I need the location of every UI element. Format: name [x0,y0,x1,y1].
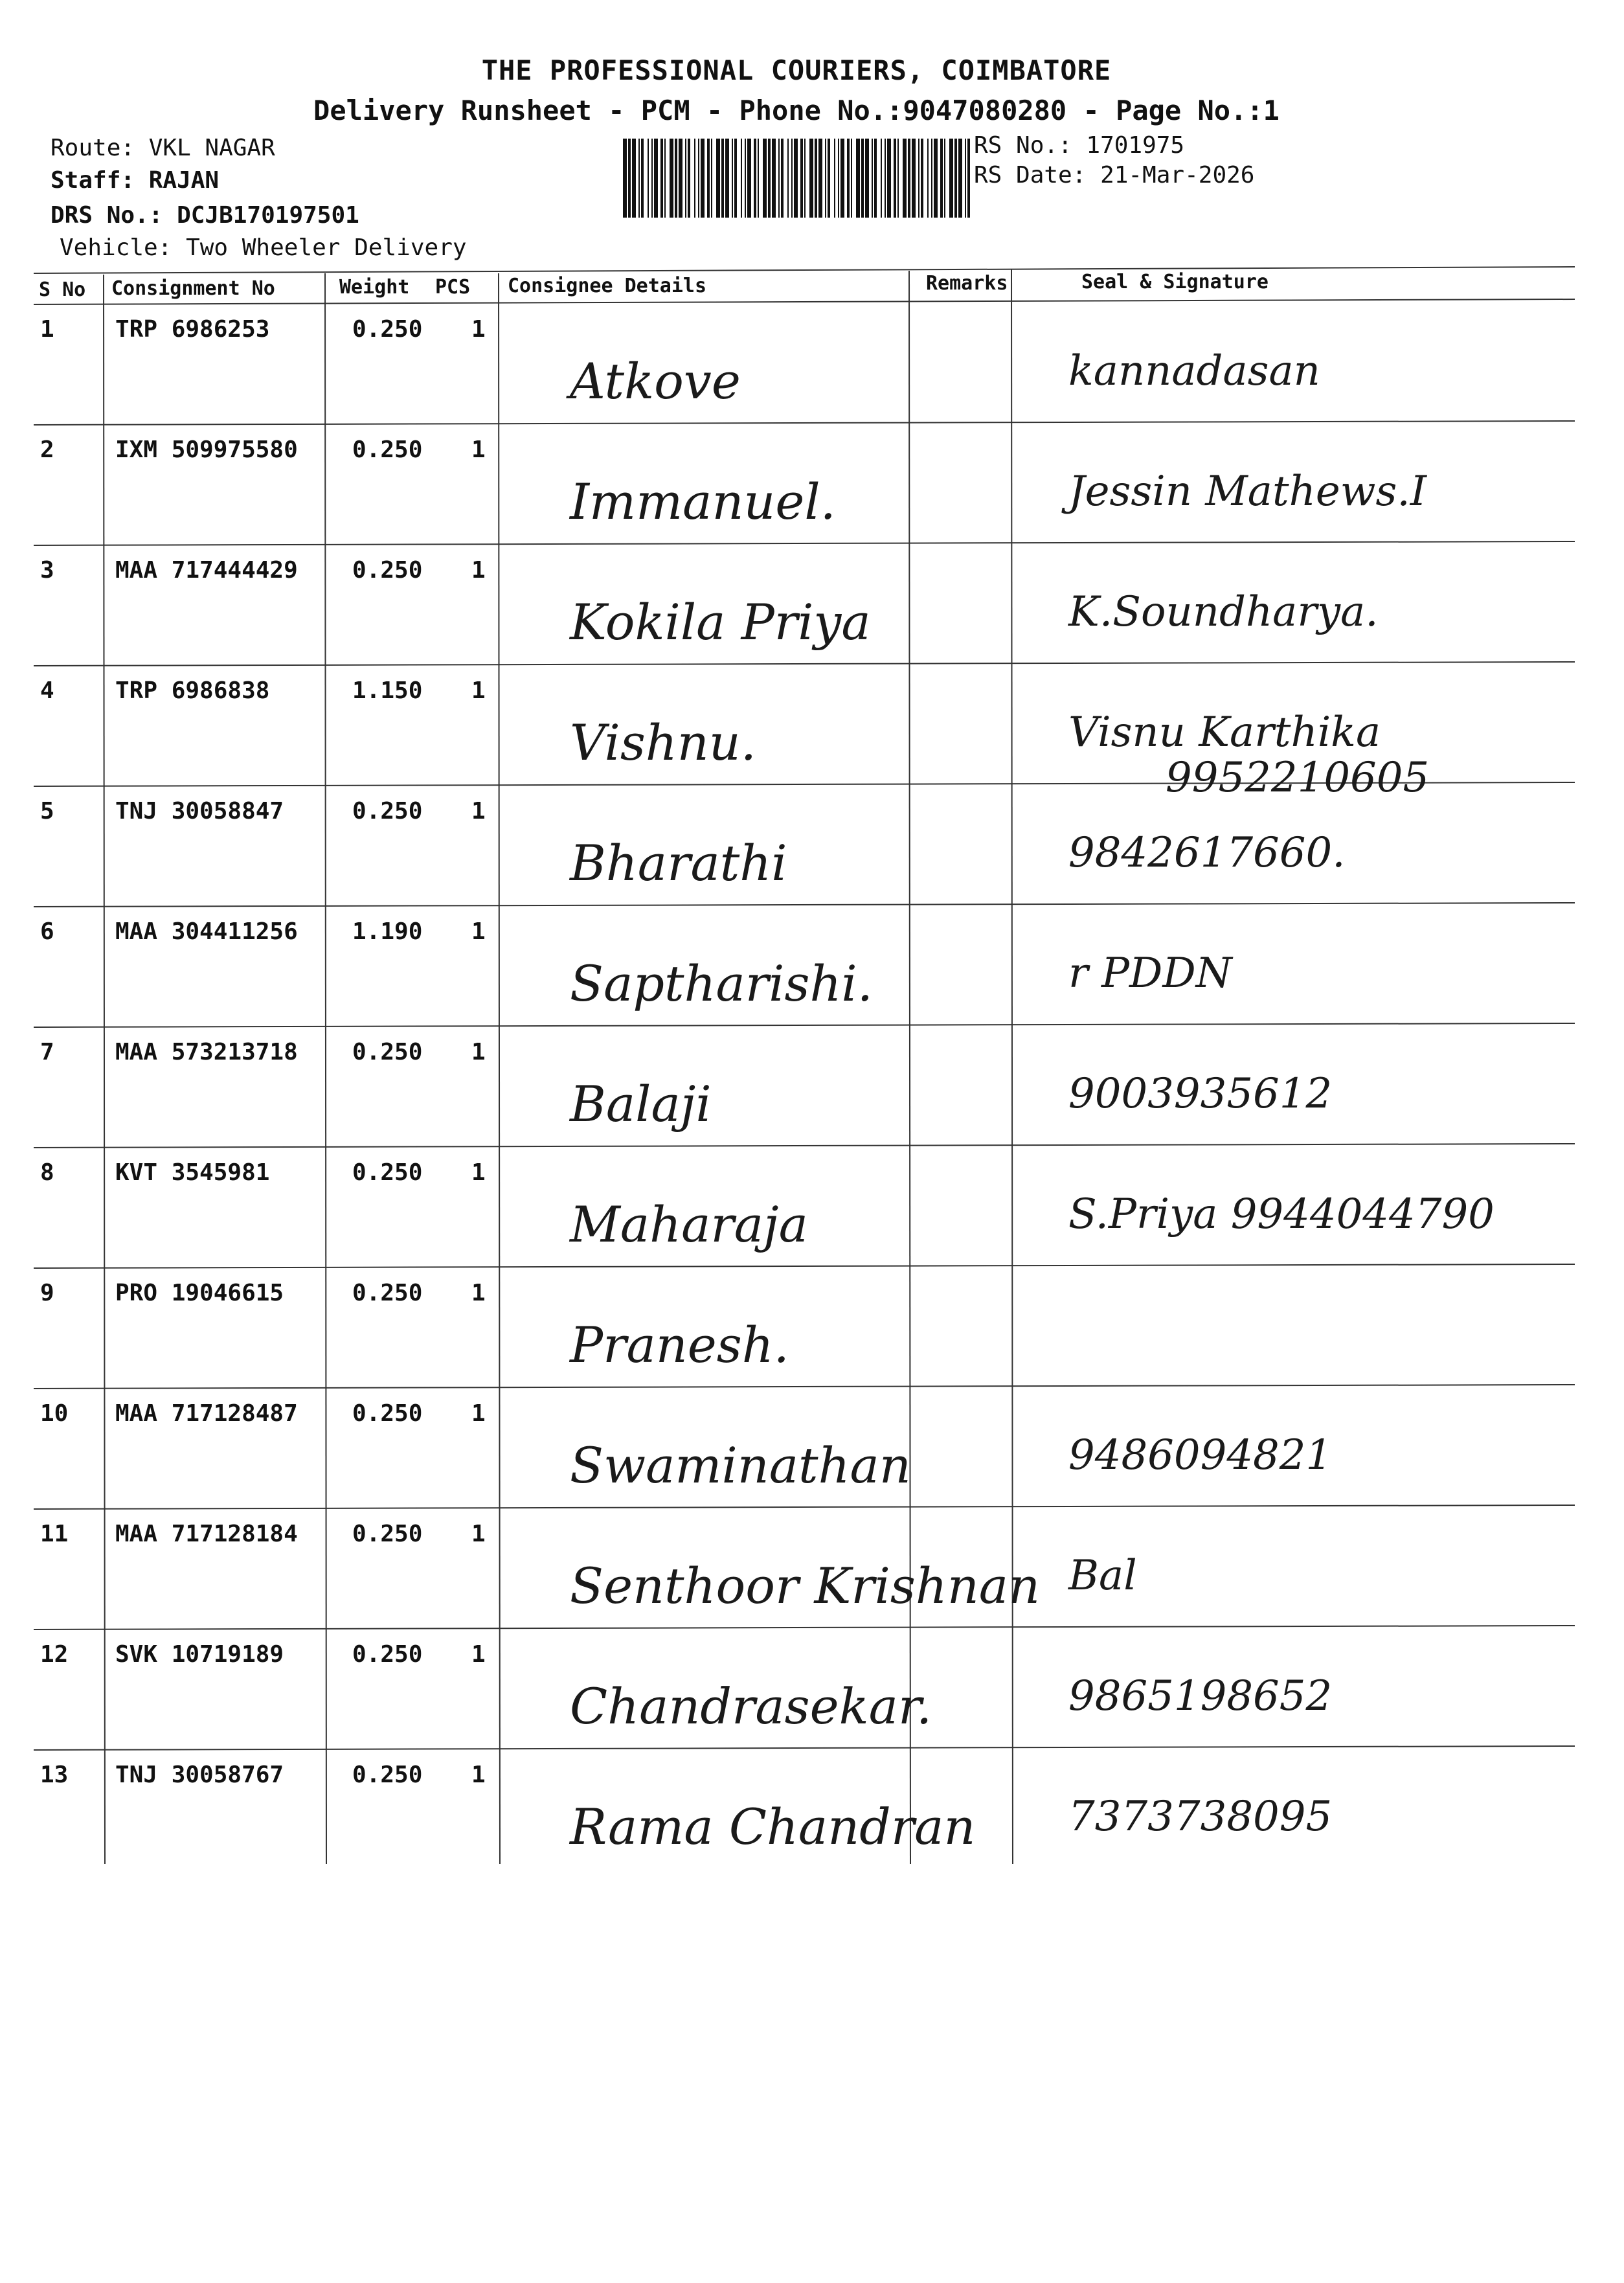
barcode-bar [732,139,733,218]
barcode-bar [887,139,891,218]
consignment-number: KVT 3545981 [115,1159,270,1186]
barcode-bar [787,139,789,218]
seal-signature: 9486094821 [1068,1431,1333,1479]
consignment-number: TNJ 30058847 [115,798,284,824]
barcode-bar [745,139,746,218]
seal-signature: S.Priya 9944044790 [1068,1190,1494,1238]
barcode-bar [768,139,771,218]
barcode-bar [908,139,910,218]
weight-value: 1.190 [352,918,423,945]
rs-date: RS Date: 21-Mar-2026 [974,162,1255,188]
barcode-bar [778,139,780,218]
consignee-handwriting: Pranesh. [570,1316,789,1374]
barcode-bar [861,139,864,218]
consignment-number: TRP 6986838 [115,677,270,704]
barcode-bar [758,139,759,218]
pcs-value: 1 [471,1521,486,1547]
barcode-bar [716,139,720,218]
barcode-bar [815,139,817,218]
consignment-number: PRO 19046615 [115,1280,284,1306]
pcs-value: 1 [471,1762,486,1788]
pcs-value: 1 [471,1159,486,1186]
barcode-bar [918,139,919,218]
barcode-bar [688,139,690,218]
barcode-bar [825,139,826,218]
pcs-value: 1 [471,557,486,584]
pcs-value: 1 [471,1039,486,1065]
seal-signature: 9842617660. [1068,829,1346,877]
barcode-bar [648,139,649,218]
row-sno: 4 [40,677,54,704]
barcode-bar [828,139,830,218]
weight-value: 0.250 [352,316,423,343]
row-sno: 1 [40,316,54,343]
pcs-value: 1 [471,1641,486,1668]
consignment-number: IXM 509975580 [115,437,298,463]
barcode-bar [847,139,850,218]
barcode-bar [856,139,860,218]
barcode-bar [660,139,663,218]
barcode-bar [921,139,923,218]
col-pcs: PCS [435,276,471,299]
barcode-bar [679,139,682,218]
col-seal: Seal & Signature [1081,271,1269,293]
barcode-bar [912,139,916,218]
barcode-bar [838,139,839,218]
weight-value: 0.250 [352,1400,423,1427]
seal-signature: r PDDN [1068,949,1232,997]
seal-signature: K.Soundharya. [1068,588,1379,636]
consignee-handwriting: Chandrasekar. [570,1677,932,1735]
barcode-bar [628,139,631,218]
weight-value: 1.150 [352,677,423,704]
barcode-bar [872,139,873,218]
seal-signature: 9003935612 [1068,1070,1333,1118]
row-sno: 12 [40,1641,69,1668]
consignment-number: TNJ 30058767 [115,1762,284,1788]
pcs-value: 1 [471,1400,486,1427]
barcode-bar [763,139,767,218]
barcode-bar [944,139,945,218]
barcode-bar [885,139,886,218]
consignee-handwriting: Rama Chandran [570,1798,976,1856]
consignee-handwriting: Bharathi [570,834,787,892]
barcode-bar [840,139,844,218]
consignee-handwriting: Immanuel. [570,473,836,530]
barcode-bar [818,139,822,218]
row-sno: 5 [40,798,54,824]
consignment-number: MAA 304411256 [115,918,298,945]
barcode-bar [804,139,806,218]
seal-signature: Visnu Karthika [1068,709,1381,756]
barcode-bar [711,139,712,218]
seal-signature: 9865198652 [1068,1672,1333,1720]
seal-signature: 7373738095 [1068,1793,1333,1841]
barcode-bar [927,139,929,218]
barcode-bar [794,139,798,218]
col-sno: S No [39,278,86,301]
pcs-value: 1 [471,1280,486,1306]
consignee-handwriting: Senthoor Krishnan [570,1557,1041,1615]
barcode-bar [641,139,644,218]
drs-number: DRS No.: DCJB170197501 [51,202,359,229]
barcode-bar [754,139,756,218]
barcode-bar [721,139,724,218]
seal-phone: 9952210605 [1166,754,1430,802]
barcode-bar [931,139,932,218]
col-remarks: Remarks [926,272,1008,295]
barcode-bar [834,139,835,218]
consignee-handwriting: Kokila Priya [570,593,871,651]
barcode-bar [940,139,943,218]
pcs-value: 1 [471,677,486,704]
row-sno: 8 [40,1159,54,1186]
col-consignment: Consignment No [111,277,275,300]
consignment-number: TRP 6986253 [115,316,270,343]
barcode-bar [741,139,742,218]
barcode-bar [698,139,699,218]
seal-signature: kannadasan [1068,347,1320,395]
barcode-bar [881,139,882,218]
barcode [623,139,973,218]
col-weight: Weight [339,276,410,299]
col-consignee: Consignee Details [508,275,707,297]
barcode-bar [632,139,636,218]
weight-value: 0.250 [352,1762,423,1788]
barcode-bar [701,139,705,218]
barcode-bar [638,139,640,218]
weight-value: 0.250 [352,1280,423,1306]
company-title: THE PROFESSIONAL COURIERS, COIMBATORE [481,54,1112,86]
rs-number: RS No.: 1701975 [974,132,1185,159]
barcode-bar [800,139,803,218]
weight-value: 0.250 [352,1641,423,1668]
barcode-bar [654,139,658,218]
row-sno: 9 [40,1280,54,1306]
barcode-bar [694,139,695,218]
barcode-bar [781,139,784,218]
weight-value: 0.250 [352,557,423,584]
barcode-bar [675,139,677,218]
weight-value: 0.250 [352,798,423,824]
consignee-handwriting: Saptharishi. [570,955,873,1012]
barcode-bar [894,139,896,218]
route-label: Route: VKL NAGAR [51,135,275,161]
row-sno: 10 [40,1400,69,1427]
barcode-bar [874,139,877,218]
weight-value: 0.250 [352,1039,423,1065]
pcs-value: 1 [471,798,486,824]
row-sno: 2 [40,437,54,463]
row-sno: 7 [40,1039,54,1065]
seal-signature: Bal [1068,1552,1137,1600]
barcode-bar [772,139,776,218]
barcode-bar [791,139,793,218]
barcode-bar [967,139,970,218]
row-sno: 11 [40,1521,69,1547]
consignee-handwriting: Balaji [570,1075,712,1133]
barcode-bar [725,139,729,218]
barcode-bar [734,139,737,218]
seal-signature: Jessin Mathews.I [1068,468,1427,516]
row-sno: 3 [40,557,54,584]
barcode-bar [707,139,710,218]
weight-value: 0.250 [352,437,423,463]
runsheet-subtitle: Delivery Runsheet - PCM - Phone No.:9047080280 - Page No.:1 [313,95,1280,126]
vehicle-label: Vehicle: Two Wheeler Delivery [60,234,467,261]
consignment-number: SVK 10719189 [115,1641,284,1668]
barcode-bar [685,139,686,218]
barcode-bar [747,139,751,218]
consignment-number: MAA 573213718 [115,1039,298,1065]
consignee-handwriting: Atkove [570,352,741,410]
row-sno: 6 [40,918,54,945]
pcs-value: 1 [471,316,486,343]
consignment-number: MAA 717128487 [115,1400,298,1427]
weight-value: 0.250 [352,1521,423,1547]
barcode-bar [903,139,907,218]
barcode-bar [954,139,957,218]
barcode-bar [897,139,899,218]
barcode-bar [949,139,953,218]
consignment-number: MAA 717128184 [115,1521,298,1547]
barcode-bar [865,139,869,218]
barcode-bar [651,139,653,218]
barcode-bar [934,139,938,218]
barcode-bar [623,139,627,218]
pcs-value: 1 [471,437,486,463]
barcode-bar [670,139,673,218]
barcode-bar [965,139,966,218]
barcode-bar [958,139,962,218]
consignment-number: MAA 717444429 [115,557,298,584]
staff-label: Staff: RAJAN [51,167,220,194]
barcode-bar [851,139,852,218]
barcode-bar [664,139,666,218]
pcs-value: 1 [471,918,486,945]
weight-value: 0.250 [352,1159,423,1186]
consignee-handwriting: Maharaja [570,1196,808,1253]
consignee-handwriting: Swaminathan [570,1437,911,1494]
consignee-handwriting: Vishnu. [570,714,756,771]
row-sno: 13 [40,1762,69,1788]
barcode-bar [809,139,813,218]
